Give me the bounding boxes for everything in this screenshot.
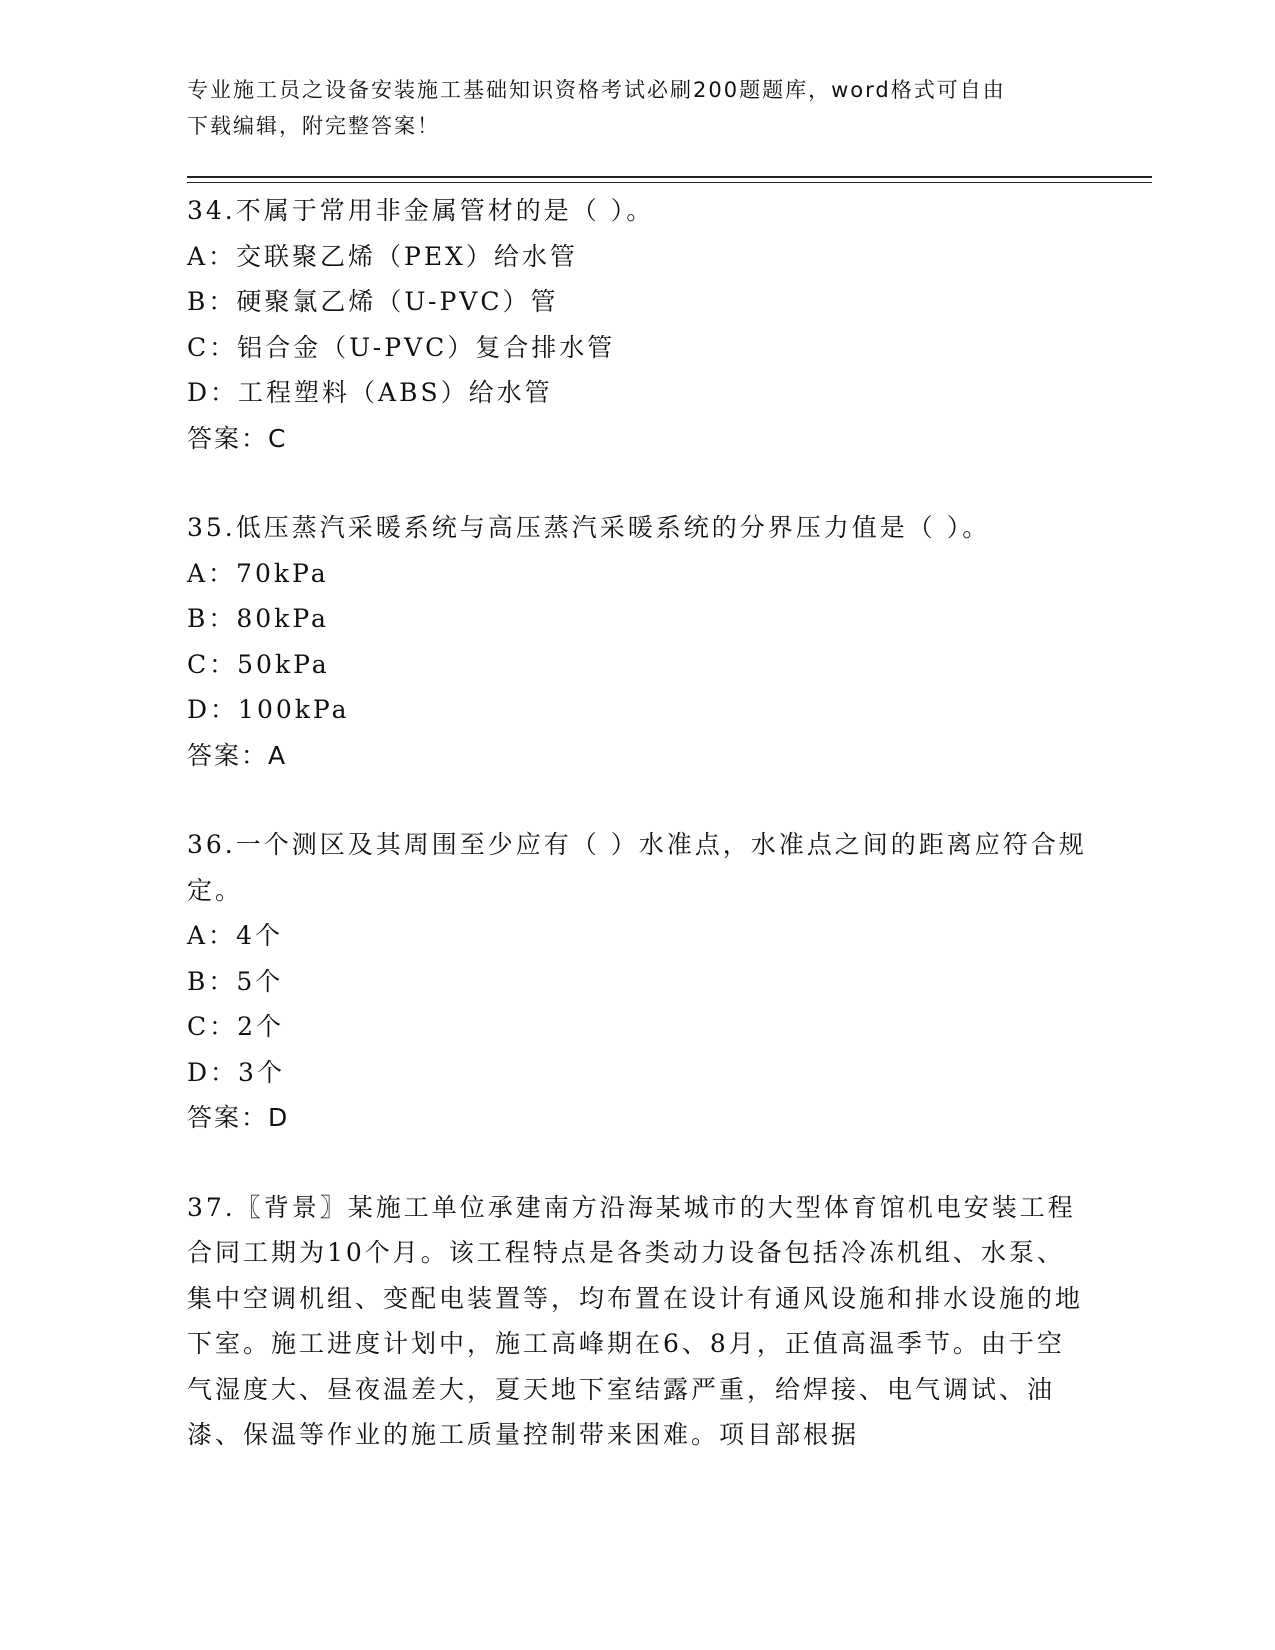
- question-stem: 35.低压蒸汽采暖系统与高压蒸汽采暖系统的分界压力值是（ ）。: [187, 513, 991, 542]
- option-a: A：交联聚乙烯（PEX）给水管: [187, 241, 578, 271]
- answer-line: 答案：C: [187, 423, 288, 453]
- option-c: C：铝合金（U-PVC）复合排水管: [187, 332, 616, 362]
- option-b: B：80kPa: [187, 604, 329, 633]
- question-37: [187, 1185, 1087, 1458]
- header-line-1: 专业施工员之设备安装施工基础知识资格考试必刷200题题库，word格式可自由: [187, 78, 1006, 102]
- option-a: A：4个: [187, 921, 283, 950]
- question-35: [187, 505, 1087, 778]
- header-divider-thin: [187, 182, 1152, 183]
- header-divider: [187, 176, 1152, 178]
- question-36: [187, 822, 1087, 1141]
- option-d: D：工程塑料（ABS）给水管: [187, 378, 553, 407]
- answer-line: 答案：A: [187, 740, 288, 770]
- question-34: [187, 188, 1087, 461]
- question-stem: 34.不属于常用非金属管材的是（ ）。: [187, 196, 655, 225]
- header-line-2: 下载编辑，附完整答案！: [187, 114, 440, 138]
- document-header: [187, 72, 1067, 144]
- option-d: D：3个: [187, 1057, 285, 1087]
- answer-line: 答案：D: [187, 1103, 290, 1132]
- question-list: [187, 188, 1087, 1502]
- option-b: B：硬聚氯乙烯（U-PVC）管: [187, 287, 559, 316]
- option-c: C：50kPa: [187, 649, 330, 679]
- option-a: A：70kPa: [187, 558, 329, 588]
- question-stem: 37.〖背景〗某施工单位承建南方沿海某城市的大型体育馆机电安装工程合同工期为10个月。该工程特点是各类动力设备包括冷冻机组、水泵、集中空调机组、变配电装置等，均布置在设计有通风设施和排水设施的地下室。施工进度计划中，施工高峰期在6、8月，正值高温季节。由于空气湿度大、昼夜温差大，夏天地下室结露严重，给焊接、电气调试、油漆、保温等作业的施工质量控制带来困难。项目部根据: [187, 1192, 1084, 1449]
- option-b: B：5个: [187, 966, 284, 996]
- question-stem: 36.一个测区及其周围至少应有（ ）水准点，水准点之间的距离应符合规定。: [187, 830, 1087, 905]
- option-d: D：100kPa: [187, 695, 350, 724]
- option-c: C：2个: [187, 1012, 285, 1041]
